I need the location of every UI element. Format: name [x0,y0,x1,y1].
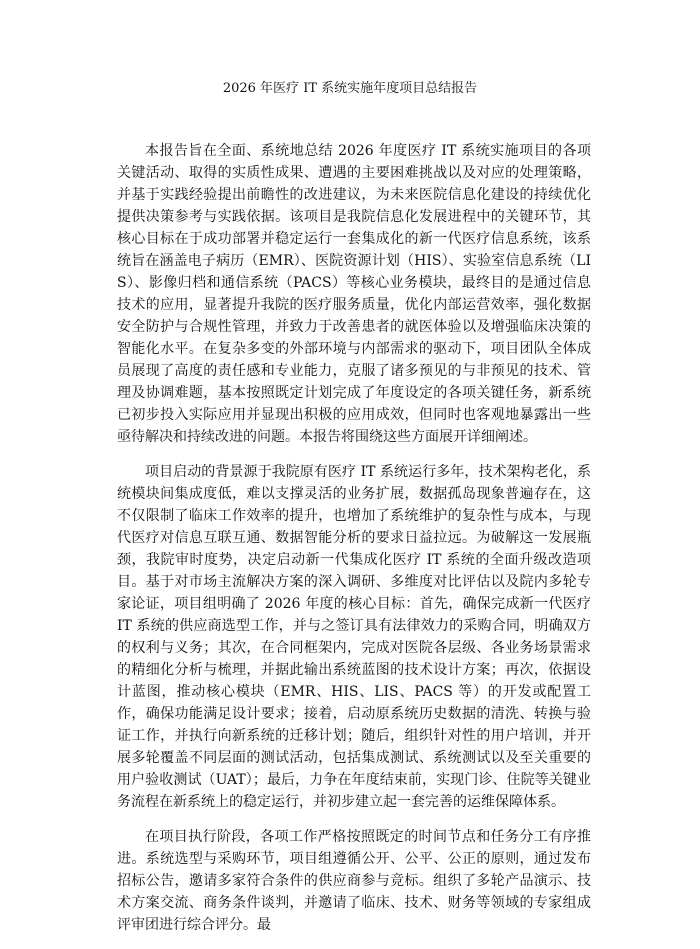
paragraph-background: 项目启动的背景源于我院原有医疗 IT 系统运行多年，技术架构老化，系统模块间集成度低，难以支撑灵活的业务扩展，数据孤岛现象普遍存在，这不仅限制了临床工作效率的提升，也增加了系统维护的复杂性与成本，与现代医疗对信息互联互通、数据智能分析的要求日益拉远。为破解这一发展瓶颈，我院审时度势，决定启动新一代集成化医疗 IT 系统的全面升级改造项目。基于对市场主流解决方案的深入调研、多维度对比评估以及院内多轮专家论证，项目组明确了 2026 年度的核心目标：首先，确保完成新一代医疗 IT 系统的供应商选型工作，并与之签订具有法律效力的采购合同，明确双方的权利与义务；其次，在合同框架内，完成对医院各层级、各业务场景需求的精细化分析与梳理，并据此输出系统蓝图的技术设计方案；再次，依据设计蓝图，推动核心模块（EMR、HIS、LIS、PACS 等）的开发或配置工作，确保功能满足设计要求；接着，启动原系统历史数据的清洗、转换与验证工作，并执行向新系统的迁移计划；随后，组织针对性的用户培训，并开展多轮覆盖不同层面的测试活动，包括集成测试、系统测试以及至关重要的用户验收测试（UAT）；最后，力争在年度结束前，实现门诊、住院等关键业务流程在新系统上的稳定运行，并初步建立起一套完善的运维保障体系。 [117,464,591,810]
document-body [117,140,591,949]
page-title: 2026 年医疗 IT 系统实施年度项目总结报告 [222,81,478,96]
paragraph-execution: 在项目执行阶段，各项工作严格按照既定的时间节点和任务分工有序推进。系统选型与采购环节，项目组遵循公开、公平、公正的原则，通过发布招标公告，邀请多家符合条件的供应商参与竞标。组织了多轮产品演示、技术方案交流、商务条件谈判，并邀请了临床、技术、财务等领域的专家组成评审团进行综合评分。最 [117,829,591,933]
paragraph-summary: 本报告旨在全面、系统地总结 2026 年度医疗 IT 系统实施项目的各项关键活动、取得的实质性成果、遭遇的主要困难挑战以及对应的处理策略，并基于实践经验提出前瞻性的改进建议，为未来医院信息化建设的持续优化提供决策参考与实践依据。该项目是我院信息化发展进程中的关键环节，其核心目标在于成功部署并稳定运行一套集成化的新一代医疗信息系统，该系统旨在涵盖电子病历（EMR）、医院资源计划（HIS）、实验室信息系统（LIS）、影像归档和通信系统（PACS）等核心业务模块，最终目的是通过信息技术的应用，显著提升我院的医疗服务质量，优化内部运营效率，强化数据安全防护与合规性管理，并致力于改善患者的就医体验以及增强临床决策的智能化水平。在复杂多变的外部环境与内部需求的驱动下，项目团队全体成员展现了高度的责任感和专业能力，克服了诸多预见的与非预见的技术、管理及协调难题，基本按照既定计划完成了年度设定的各项关键任务，新系统已初步投入实际应用并显现出积极的应用成效，但同时也客观地暴露出一些亟待解决和持续改进的问题。本报告将围绕这些方面展开详细阐述。 [117,143,591,445]
